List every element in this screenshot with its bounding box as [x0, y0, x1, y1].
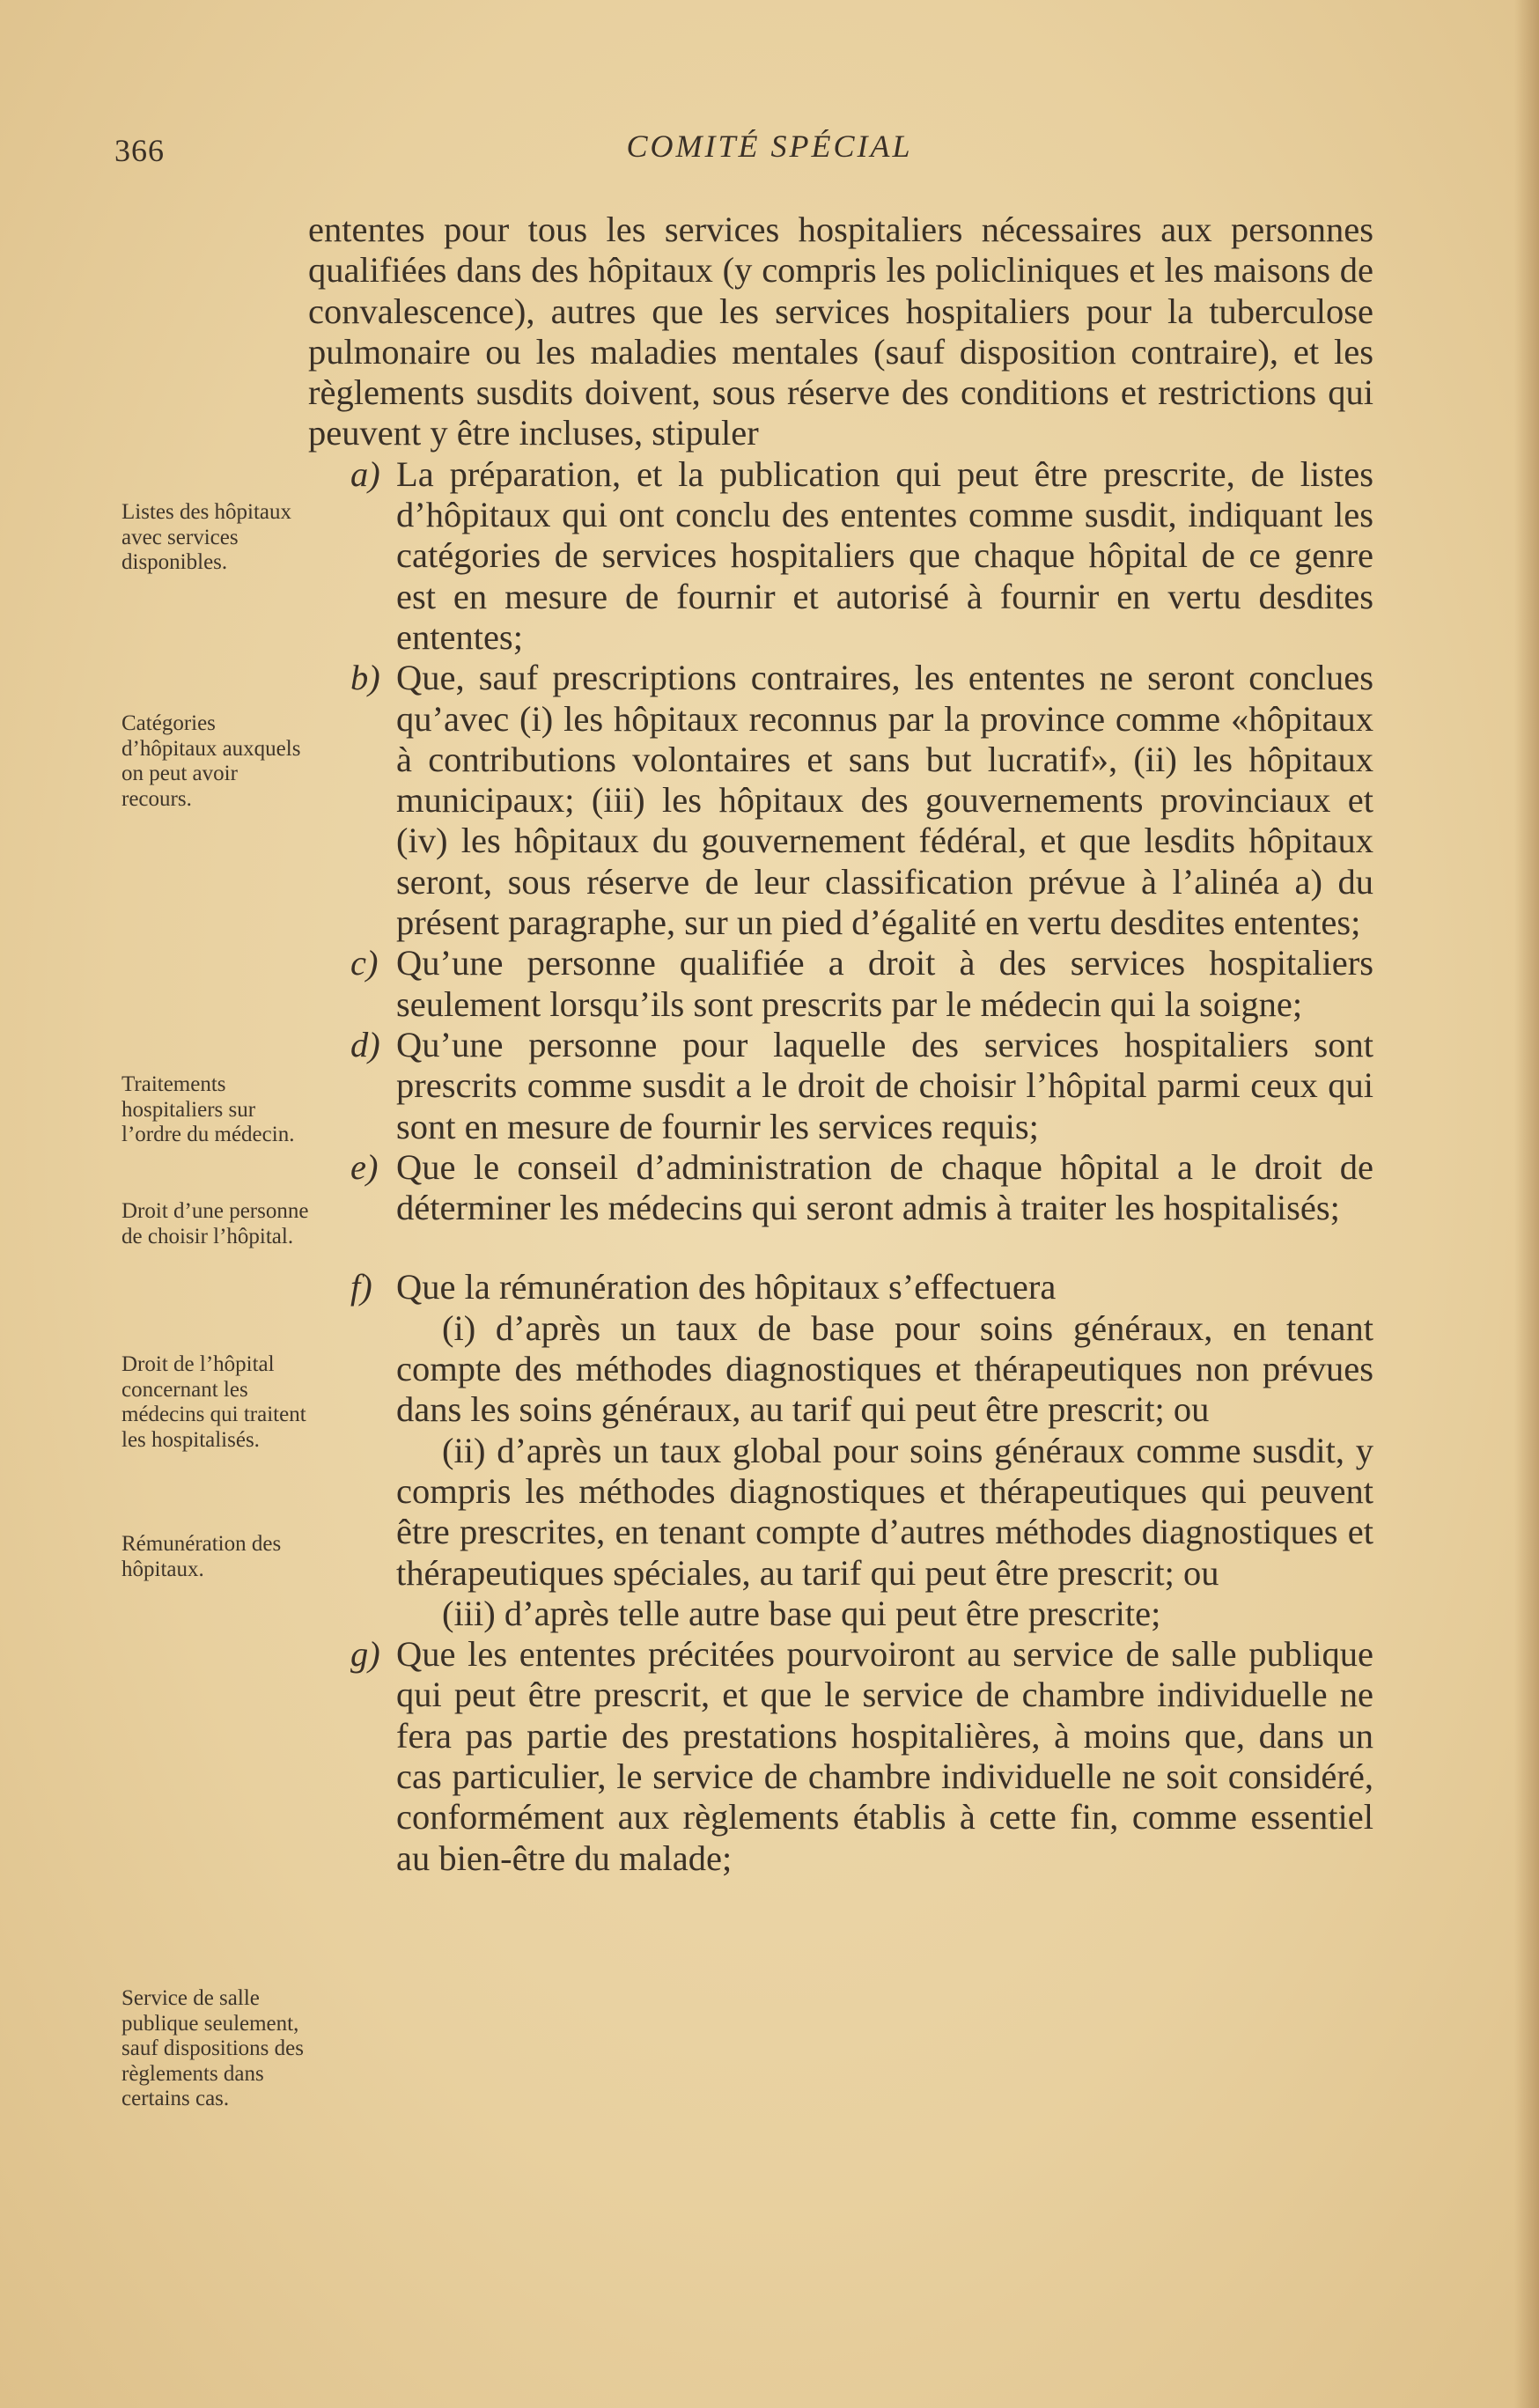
- item-b: [308, 658, 1373, 943]
- item-a: [308, 454, 1373, 658]
- item-f-sub-i: [308, 1308, 1373, 1431]
- margin-note-categories: Catégories d’hôpitaux auxquels on peut avoir recours.: [122, 711, 301, 811]
- body-text: [308, 210, 1373, 1879]
- item-d-label: d): [350, 1024, 380, 1064]
- item-a-label: a): [350, 453, 380, 494]
- item-b-label: b): [350, 658, 380, 698]
- item-g-label: g): [350, 1634, 380, 1675]
- item-f-sub-i-text: (i) d’après un taux de base pour soins généraux, en tenant compte des méthodes diagnostiques et thérapeutiques non prévues dans les soins généraux, au tarif qui peut être prescrit; ou: [396, 1307, 1373, 1430]
- margin-note-service-salle: Service de salle publique seulement, sauf dispositions des règlements dans certains cas.: [122, 1986, 304, 2110]
- running-title: COMITÉ SPÉCIAL: [626, 129, 913, 164]
- item-g: [308, 1634, 1373, 1879]
- page-edge-shadow: [1514, 0, 1539, 2408]
- item-c: [308, 943, 1373, 1025]
- item-d: [308, 1025, 1373, 1147]
- margin-note-listes: Listes des hôpitaux avec services disponibles.: [122, 500, 292, 574]
- item-c-label: c): [350, 943, 379, 983]
- item-f-sub-iii-text: (iii) d’après telle autre base qui peut être prescrite;: [442, 1593, 1161, 1633]
- item-f-text: Que la rémunération des hôpitaux s’effectuera: [396, 1267, 1057, 1307]
- margin-note-traitements: Traitements hospitaliers sur l’ordre du médecin.: [122, 1072, 295, 1146]
- item-b-text: Que, sauf prescriptions contraires, les ententes ne seront conclues qu’avec (i) les hôpitaux reconnus par la province comme «hôpitaux à contributions volontaires et sans but lucratif», (ii) les hôpitaux municipaux; (iii) les hôpitaux des gouvernements provinciaux et (iv) les hôpitaux du gouvernement fédéral, et que lesdits hôpitaux seront, sous réserve de leur classification prévue à l’alinéa a) du présent paragraphe, sur un pied d’égalité en vertu desdites ententes;: [396, 658, 1373, 943]
- margin-note-droit-personne: Droit d’une personne de choisir l’hôpital.: [122, 1199, 309, 1248]
- item-f: [308, 1267, 1373, 1307]
- margin-note-remuneration: Rémunération des hôpitaux.: [122, 1532, 282, 1581]
- page-number: 366: [114, 133, 165, 168]
- item-f-sub-ii-text: (ii) d’après un taux global pour soins généraux comme susdit, y compris les méthodes diagnostiques et thérapeutiques qui peuvent être prescrites, en tenant compte d’autres méthodes diagnostiques et thérapeutiques spéciales, au tarif qui peut être prescrit; ou: [396, 1430, 1373, 1593]
- item-g-text: Que les ententes précitées pourvoiront au service de salle publique qui peut être prescrit, et que le service de chambre individuelle ne fera pas partie des prestations hospitalières, à moins que, dans un cas particulier, le service de chambre individuelle ne soit considéré, conformément aux règlements établis à cette fin, comme essentiel au bien-être du malade;: [396, 1634, 1373, 1878]
- item-e: [308, 1147, 1373, 1229]
- item-f-label: f): [350, 1267, 372, 1307]
- intro-paragraph: ententes pour tous les services hospitaliers nécessaires aux personnes qualifiées dans des hôpitaux (y compris les policliniques et les maisons de convalescence), autres que les services hospitaliers pour la tuberculose pulmonaire ou les maladies mentales (sauf disposition contraire), et les règlements susdits doivent, sous réserve des conditions et restrictions qui peuvent y être incluses, stipuler: [308, 210, 1373, 453]
- item-c-text: Qu’une personne qualifiée a droit à des services hospitaliers seulement lorsqu’ils sont prescrits par le médecin qui la soigne;: [396, 943, 1373, 1024]
- item-d-text: Qu’une personne pour laquelle des services hospitaliers sont prescrits comme susdit a le droit de choisir l’hôpital parmi ceux qui sont en mesure de fournir les services requis;: [396, 1024, 1373, 1146]
- item-f-sub-iii: [308, 1594, 1373, 1634]
- margin-note-droit-hopital: Droit de l’hôpital concernant les médecins qui traitent les hospitalisés.: [122, 1352, 306, 1452]
- item-a-text: La préparation, et la publication qui peut être prescrite, de listes d’hôpitaux qui ont conclu des ententes comme susdit, indiquant les catégories de services hospitaliers que chaque hôpital de ce genre est en mesure de fournir et autorisé à fournir en vertu desdites ententes;: [396, 453, 1373, 657]
- item-e-text: Que le conseil d’administration de chaque hôpital a le droit de déterminer les médecins qui seront admis à traiter les hospitalisés;: [396, 1146, 1373, 1228]
- item-f-sub-ii: [308, 1431, 1373, 1594]
- paragraph-gap: [308, 1228, 1373, 1267]
- item-e-label: e): [350, 1146, 379, 1187]
